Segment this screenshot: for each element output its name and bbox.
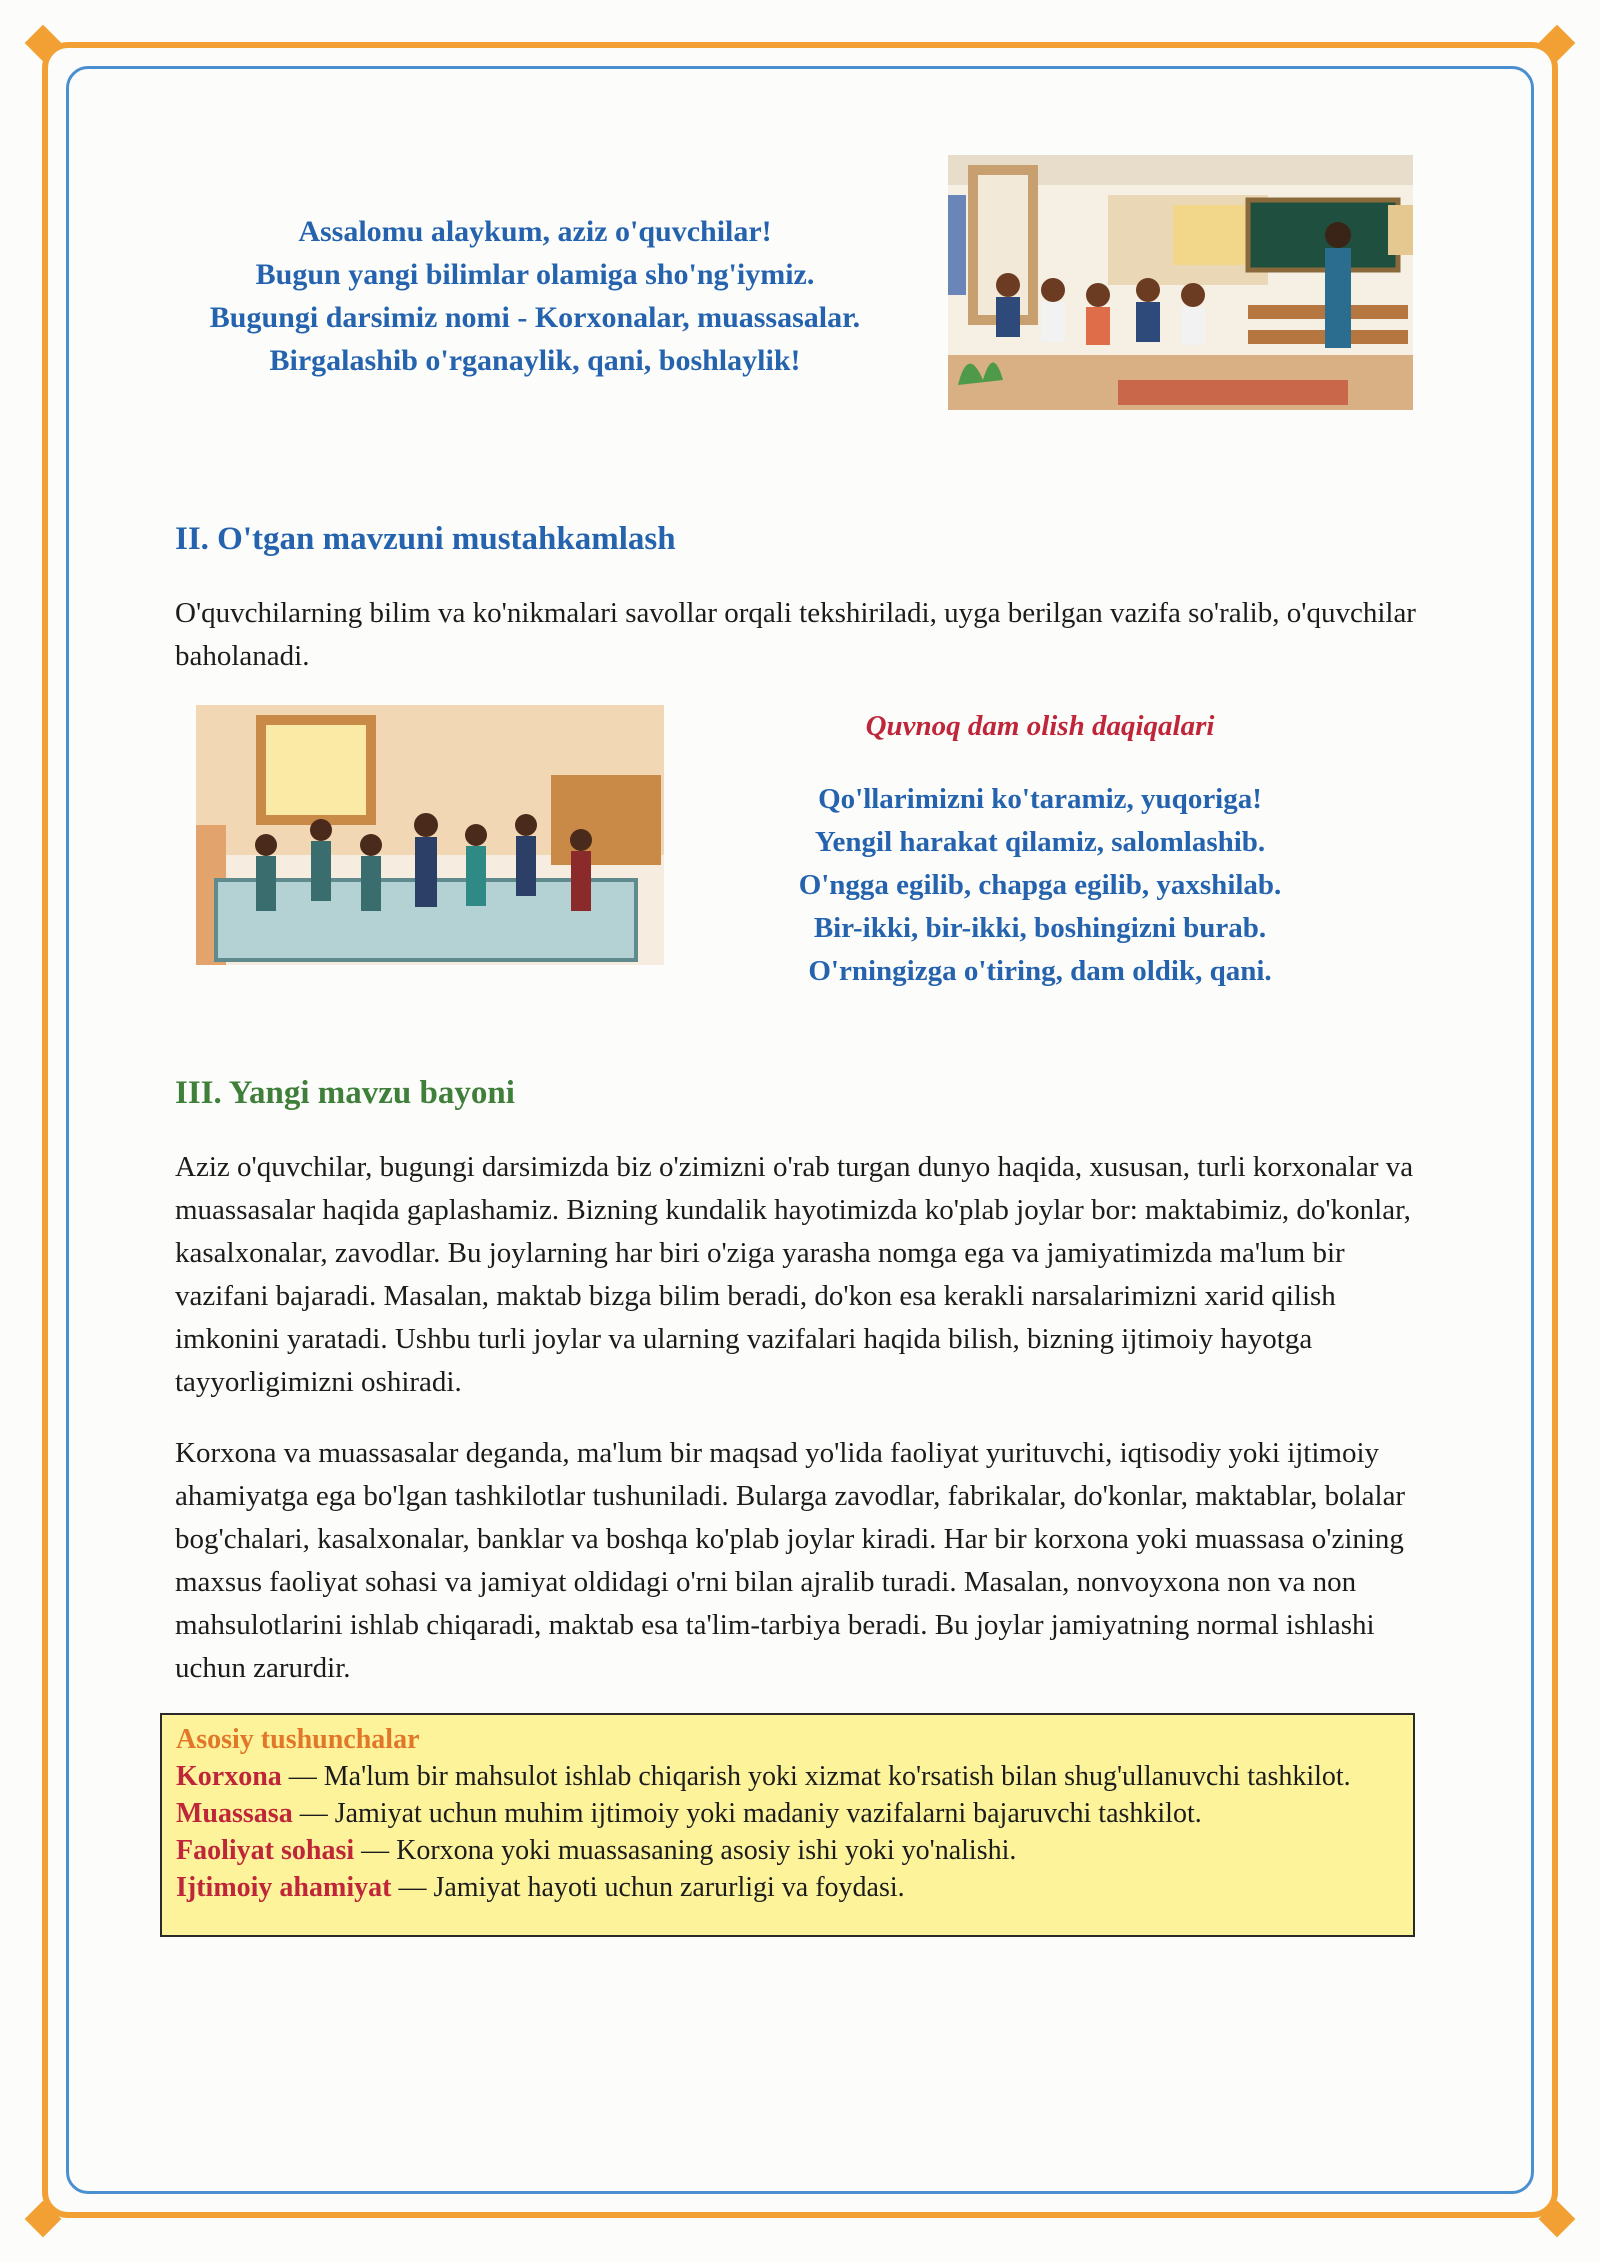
greeting-line: Bugungi darsimiz nomi - Korxonalar, muassasalar. [209,301,861,334]
break-title: Quvnoq dam olish daqiqalari [865,710,1215,742]
concept-term: Faoliyat sohasi [176,1835,355,1866]
section-paragraph: O'quvchilarning bilim va ko'nikmalari savollar orqali tekshiriladi, uyga berilgan vazifa so'ralib, o'quvchilar baholanadi. [175,597,1416,672]
poem-line: Qo'llarimizni ko'taramiz, yuqoriga! [818,783,1262,815]
concept-term: Korxona [176,1761,282,1792]
concept-definition: — Jamiyat uchun muhim ijtimoiy yoki madaniy vazifalarni bajaruvchi tashkilot. [292,1798,1202,1829]
break-poem [730,778,1350,993]
concept-term: Muassasa [176,1798,293,1829]
poem-line: O'rningizga o'tiring, dam oldik, qani. [808,955,1272,987]
key-concept-item [176,1758,1399,1795]
key-concepts-box [160,1713,1415,1937]
body-paragraph: Aziz o'quvchilar, bugungi darsimizda biz o'zimizni o'rab turgan dunyo haqida, xususan, turli korxonalar va muassasalar haqida gaplashamiz. Bizning kundalik hayotimizda ko'plab joylar bor: maktabimiz, do'konlar, kasalxonalar, zavodlar. Bu joylarning har biri o'ziga yarasha nomga ega va jamiyatimizda ma'lum bir vazifani bajaradi. Masalan, maktab bizga bilim beradi, do'kon esa kerakli narsalarimizni xarid qilish imkonini yaratadi. Ushbu turli joylar va ularning vazifalari haqida bilish, bizning ijtimoiy hayotga tayyorligimizni oshiradi. [175,1151,1414,1398]
concept-term: Ijtimoiy ahamiyat [176,1872,392,1903]
section-heading: III. Yangi mavzu bayoni [175,1075,515,1111]
section-body [175,1146,1435,1718]
greeting-line: Assalomu alaykum, aziz o'quvchilar! [298,215,772,248]
body-paragraph: Korxona va muassasalar deganda, ma'lum bir maqsad yo'lida faoliyat yurituvchi, iqtisodiy yoki ijtimoiy ahamiyatga ega bo'lgan tashkilotlar tushuniladi. Bularga zavodlar, fabrikalar, do'konlar, maktablar, bolalar bog'chalari, kasalxonalar, banklar va boshqa ko'plab joylar kiradi. Har bir korxona yoki muassasa o'zining maxsus faoliyat sohasi va jamiyat oldidagi o'rni bilan ajralib turadi. Masalan, nonvoyxona non va non mahsulotlarini ishlab chiqaradi, maktab esa ta'lim-tarbiya beradi. Bu joylar jamiyatning normal ishlashi uchun zarurdir. [175,1437,1406,1684]
greeting-line: Bugun yangi bilimlar olamiga sho'ng'iymiz. [255,258,815,291]
poem-line: Yengil harakat qilamiz, salomlashib. [814,826,1266,858]
concept-definition: — Ma'lum bir mahsulot ishlab chiqarish yoki xizmat ko'rsatish bilan shug'ullanuvchi tashkilot. [281,1761,1351,1792]
poem-line: Bir-ikki, bir-ikki, boshingizni burab. [813,912,1267,944]
greeting-line: Birgalashib o'rganaylik, qani, boshlaylik! [269,344,801,377]
key-concepts-title: Asosiy tushunchalar [176,1724,420,1755]
concept-definition: — Jamiyat hayoti uchun zarurligi va foydasi. [391,1872,905,1903]
key-concept-item [176,1869,1399,1906]
exercise-illustration [196,705,664,965]
poem-line: O'ngga egilib, chapga egilib, yaxshilab. [798,869,1282,901]
concept-definition: — Korxona yoki muassasaning asosiy ishi yoki yo'nalishi. [354,1835,1017,1866]
section-heading: II. O'tgan mavzuni mustahkamlash [175,521,676,557]
key-concept-item [176,1832,1399,1869]
greeting-text [170,210,900,382]
key-concept-item [176,1795,1399,1832]
classroom-illustration [948,155,1413,410]
